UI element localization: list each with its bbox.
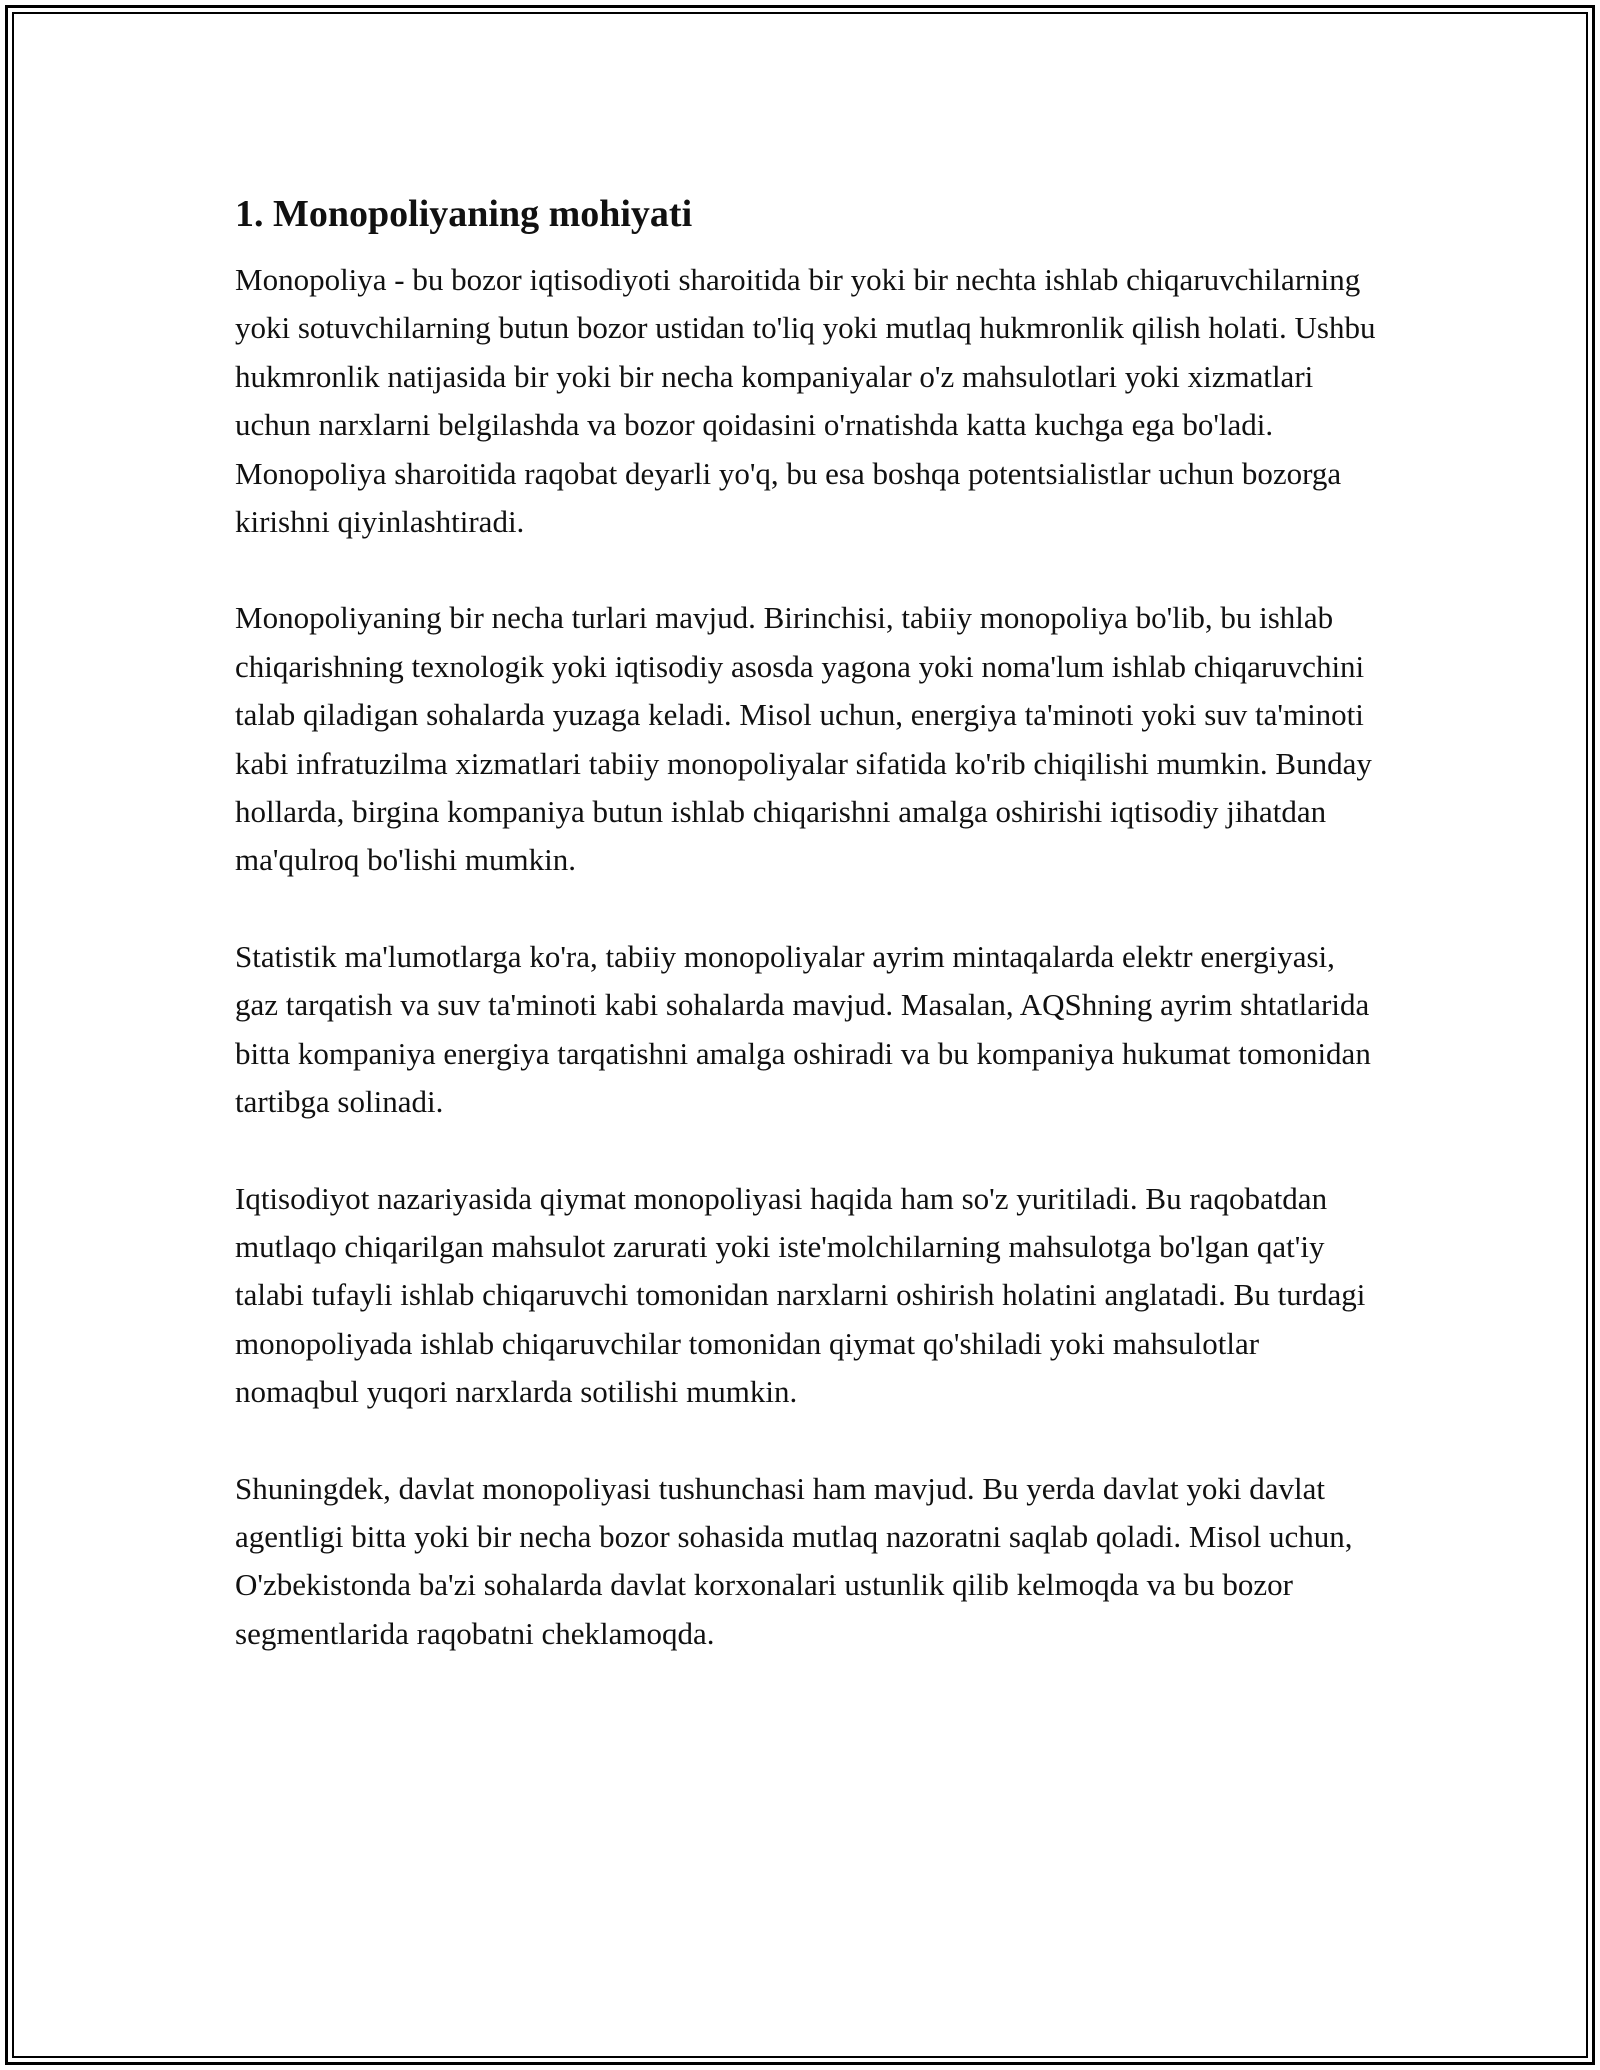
paragraph-state-monopoly: Shuningdek, davlat monopoliyasi tushunchasi ham mavjud. Bu yerda davlat yoki davlat agentligi bitta yoki bir necha bozor sohasida mutlaq nazoratni saqlab qoladi. Misol uchun, O'zbekistonda ba'zi sohalarda davlat korxonalari ustunlik qilib kelmoqda va bu bozor segmentlarida raqobatni cheklamoqda. <box>235 1470 1353 1651</box>
document-body <box>235 186 1385 1706</box>
paragraph-types: Monopoliyaning bir necha turlari mavjud. Birinchisi, tabiiy monopoliya bo'lib, bu ishlab chiqarishning texnologik yoki iqtisodiy asosda yagona yoki noma'lum ishlab chiqaruvchini talab qiladigan sohalarda yuzaga keladi. Misol uchun, energiya ta'minoti yoki suv ta'minoti kabi infratuzilma xizmatlari tabiiy monopoliyalar sifatida ko'rib chiqilishi mumkin. Bunday hollarda, birgina kompaniya butun ishlab chiqarishni amalga oshirishi iqtisodiy jihatdan ma'qulroq bo'lishi mumkin. <box>235 600 1372 878</box>
paragraph-statistics: Statistik ma'lumotlarga ko'ra, tabiiy monopoliyalar ayrim mintaqalarda elektr energiyasi, gaz tarqatish va suv ta'minoti kabi sohalarda mavjud. Masalan, AQShning ayrim shtatlarida bitta kompaniya energiya tarqatishni amalga oshiradi va bu kompaniya hukumat tomonidan tartibga solinadi. <box>235 938 1371 1120</box>
paragraph-definition: Monopoliya - bu bozor iqtisodiyoti sharoitida bir yoki bir nechta ishlab chiqaruvchilarning yoki sotuvchilarning butun bozor ustidan to'liq yoki mutlaq hukmronlik qilish holati. Ushbu hukmronlik natijasida bir yoki bir necha kompaniyalar o'z mahsulotlari yoki xizmatlari uchun narxlarni belgilashda va bozor qoidasini o'rnatishda katta kuchga ega bo'ladi. Monopoliya sharoitida raqobat deyarli yo'q, bu esa boshqa potentsialistlar uchun bozorga kirishni qiyinlashtiradi. <box>235 262 1376 540</box>
paragraph-value-monopoly: Iqtisodiyot nazariyasida qiymat monopoliyasi haqida ham so'z yuritiladi. Bu raqobatdan mutlaqo chiqarilgan mahsulot zarurati yoki iste'molchilarning mahsulotga bo'lgan qat'iy talabi tufayli ishlab chiqaruvchi tomonidan narxlarni oshirish holatini anglatadi. Bu turdagi monopoliyada ishlab chiqaruvchilar tomonidan qiymat qo'shiladi yoki mahsulotlar nomaqbul yuqori narxlarda sotilishi mumkin. <box>235 1180 1366 1410</box>
section-heading: 1. Monopoliyaning mohiyati <box>235 193 693 235</box>
